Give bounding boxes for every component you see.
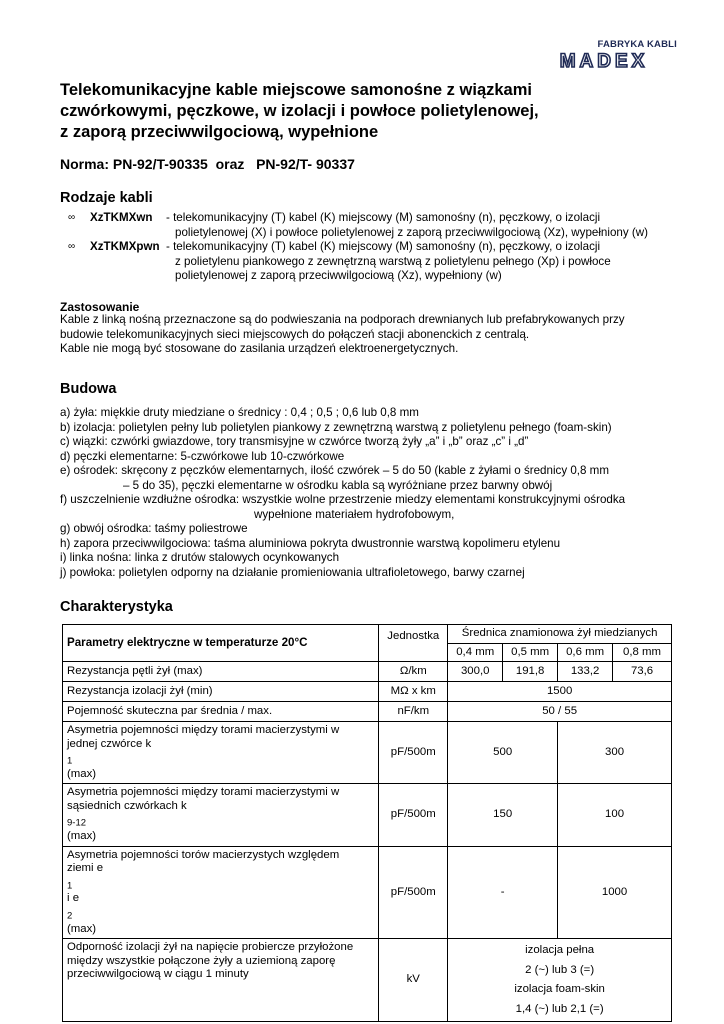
value-cell: - (448, 846, 558, 939)
param-name (63, 939, 379, 1022)
title-line: Telekomunikacyjne kable miejscowe samonośne z wiązkami (60, 81, 532, 99)
param-name: Rezystancja pętli żył (max) (63, 662, 379, 682)
subscript: 2 (67, 910, 73, 922)
diameter-cell: 0,4 mm (448, 643, 503, 662)
description-line: polietylenowej z zaporą przeciwwilgociową (Xz), wypełniony (w) (175, 269, 502, 282)
construction-item: d) pęczki elementarne: 5-czwórkowe lub 10-czwórkowe (60, 449, 345, 463)
document-title (60, 80, 620, 143)
param-line: między wszystkie połączone żyły a uziemioną zaporę (67, 954, 336, 967)
value-line: izolacja foam-skin (514, 983, 605, 996)
company-logo (531, 40, 677, 70)
diameter-cell: 0,6 mm (558, 643, 613, 662)
table-header-row (63, 625, 672, 644)
value-cell: 100 (558, 784, 672, 846)
param-name: Pojemność skuteczna par średnia / max. (63, 702, 379, 722)
param-line: Asymetria pojemności między torami macierzystymi w (67, 786, 340, 799)
infinity-bullet-icon: ∞ (68, 212, 76, 223)
value-cell: 150 (448, 784, 558, 846)
cable-type-code: XzTKMXwn (90, 211, 153, 224)
construction-item: b) izolacja: polietylen pełny lub polietylen piankowy z zewnętrzną warstwą z polietylenu pełnego (foam-skin) (60, 420, 612, 434)
value-line: 1,4 (~) lub 2,1 (=) (515, 1002, 604, 1015)
param-name (63, 784, 379, 846)
param-line: Asymetria pojemności między torami macierzystymi w (67, 724, 340, 736)
infinity-bullet-icon: ∞ (68, 241, 76, 252)
header-diameter: Średnica znamionowa żył miedzianych (448, 625, 672, 644)
electrical-parameters-table (62, 624, 672, 1022)
value-cell: 73,6 (613, 662, 672, 682)
construction-item: i) linka nośna: linka z drutów stalowych ocynkowanych (60, 551, 340, 564)
diameter-cell: 0,5 mm (503, 643, 558, 662)
param-unit: pF/500m (379, 846, 448, 939)
table-row (63, 702, 672, 722)
text: ziemi e (67, 862, 104, 875)
param-name: Rezystancja izolacji żył (min) (63, 682, 379, 702)
section-heading-budowa: Budowa (60, 381, 117, 397)
value-line: izolacja pełna (525, 944, 595, 957)
text: jednej czwórce k (67, 737, 152, 750)
value-cell: 300,0 (448, 662, 503, 682)
header-unit: Jednostka (379, 625, 448, 662)
value-cell (448, 939, 672, 1022)
value-cell: 191,8 (503, 662, 558, 682)
value-cell: 133,2 (558, 662, 613, 682)
section-heading-rodzaje: Rodzaje kabli (60, 190, 153, 206)
description-line: z polietylenu piankowego z zewnętrzną warstwą z polietylenu pełnego (Xp) i powłoce (175, 254, 611, 268)
param-unit: nF/km (379, 702, 448, 722)
description-line: - telekomunikacyjny (T) kabel (K) miejscowy (M) samonośny (n), pęczkowy, o izolacji (166, 240, 601, 253)
table-row (63, 662, 672, 682)
construction-item: h) zapora przeciwwilgociowa: taśma aluminiowa pokryta dwustronnie warstwą kopolimeru etylenu (60, 536, 561, 550)
table-row (63, 939, 672, 1022)
construction-item-continuation: wypełnione materiałem hydrofobowym, (254, 507, 455, 521)
header-text: Parametry elektryczne w temperaturze 20 (67, 636, 295, 650)
param-line: przeciwwilgociową w ciągu 1 minuty (67, 968, 249, 981)
value-cell: 1000 (558, 846, 672, 939)
construction-item: j) powłoka: polietylen odporny na działanie promieniowania ultrafioletowego, barwy czarnej (60, 565, 525, 579)
logo-brand-text: MADEX (559, 51, 649, 70)
cable-type-item (68, 211, 648, 240)
construction-item: g) obwój ośrodka: taśmy poliestrowe (60, 522, 248, 535)
value-cell: 50 / 55 (448, 702, 672, 722)
paragraph-line: Kable nie mogą być stosowane do zasilania urządzeń elektroenergetycznych. (60, 342, 459, 355)
construction-item: f) uszczelnienie wzdłużne ośrodka: wszystkie wolne przestrzenie miedzy elementami konstrukcyjnymi ośrodka (60, 493, 626, 506)
value-cell: 1500 (448, 682, 672, 702)
construction-item: e) ośrodek: skręcony z pęczków elementarnych, ilość czwórek – 5 do 50 (kable z żyłami o średnicy 0,8 mm (60, 464, 609, 477)
value-cell: 300 (558, 722, 672, 784)
param-line: Asymetria pojemności torów macierzystych względem (67, 848, 340, 861)
table-row (63, 784, 672, 846)
diameter-cell: 0,8 mm (613, 643, 672, 662)
text: (max) (67, 767, 97, 780)
cable-type-code: XzTKMXpwn (90, 240, 160, 253)
table-row (63, 846, 672, 939)
norm-reference: Norma: PN-92/T-90335 oraz PN-92/T- 90337 (60, 156, 355, 172)
header-parameters (63, 625, 379, 662)
logo-brand-mark (531, 51, 677, 70)
param-unit: Ω/km (379, 662, 448, 682)
cable-type-item (68, 240, 648, 284)
param-line (67, 738, 374, 782)
param-unit: kV (379, 939, 448, 1022)
text: sąsiednich czwórkach k (67, 799, 187, 812)
construction-item-continuation: – 5 do 35), pęczki elementarne w ośrodku kabla są wyróżniane przez barwny obwój (123, 478, 553, 492)
text: (max) (67, 830, 97, 843)
header-unit: °C (294, 636, 308, 650)
cable-types-list (68, 211, 648, 284)
application-text (60, 313, 625, 357)
param-line (67, 862, 374, 936)
construction-item: c) wiązki: czwórki gwiazdowe, tory transmisyjne w czwórce tworzą żyły „a” i „b” oraz „c” i „d” (60, 435, 529, 448)
subscript: 1 (67, 755, 73, 767)
title-line: czwórkowymi, pęczkowe, w izolacji i powłoce polietylenowej, (60, 102, 539, 120)
param-line (67, 800, 374, 844)
text: (max) (67, 922, 97, 935)
paragraph-line: budowie telekomunikacyjnych sieci miejscowych do połączeń stacji abonenckich z centralą. (60, 327, 530, 341)
logo-top-text: FABRYKA KABLI (597, 39, 677, 50)
section-heading-zastosowanie: Zastosowanie (60, 300, 140, 314)
text: i e (67, 892, 80, 905)
subscript: 1 (67, 879, 73, 891)
param-unit: pF/500m (379, 784, 448, 846)
table-row (63, 722, 672, 784)
cable-type-description (166, 240, 611, 284)
title-line: z zaporą przeciwwilgociową, wypełnione (60, 123, 379, 141)
param-unit: pF/500m (379, 722, 448, 784)
value-line: 2 (~) lub 3 (=) (525, 963, 595, 976)
paragraph-line: Kable z linką nośną przeznaczone są do podwieszania na podporach drewnianych lub prefabrykowanych przy (60, 313, 625, 326)
param-unit: MΩ x km (379, 682, 448, 702)
param-line: Odporność izolacji żył na napięcie probiercze przyłożone (67, 941, 354, 954)
param-name (63, 846, 379, 939)
construction-item: a) żyła: miękkie druty miedziane o średnicy : 0,4 ; 0,5 ; 0,6 lub 0,8 mm (60, 406, 419, 419)
cable-type-description (166, 211, 648, 240)
description-line: polietylenowej (X) i powłoce polietylenowej z zaporą przeciwwilgociową (Xz), wypełniony (w) (175, 225, 648, 239)
param-name (63, 722, 379, 784)
table-row (63, 682, 672, 702)
subscript: 9-12 (67, 817, 87, 829)
construction-list (60, 406, 625, 580)
value-cell: 500 (448, 722, 558, 784)
description-line: - telekomunikacyjny (T) kabel (K) miejscowy (M) samonośny (n), pęczkowy, o izolacji (166, 211, 601, 224)
section-heading-charakterystyka: Charakterystyka (60, 599, 173, 615)
